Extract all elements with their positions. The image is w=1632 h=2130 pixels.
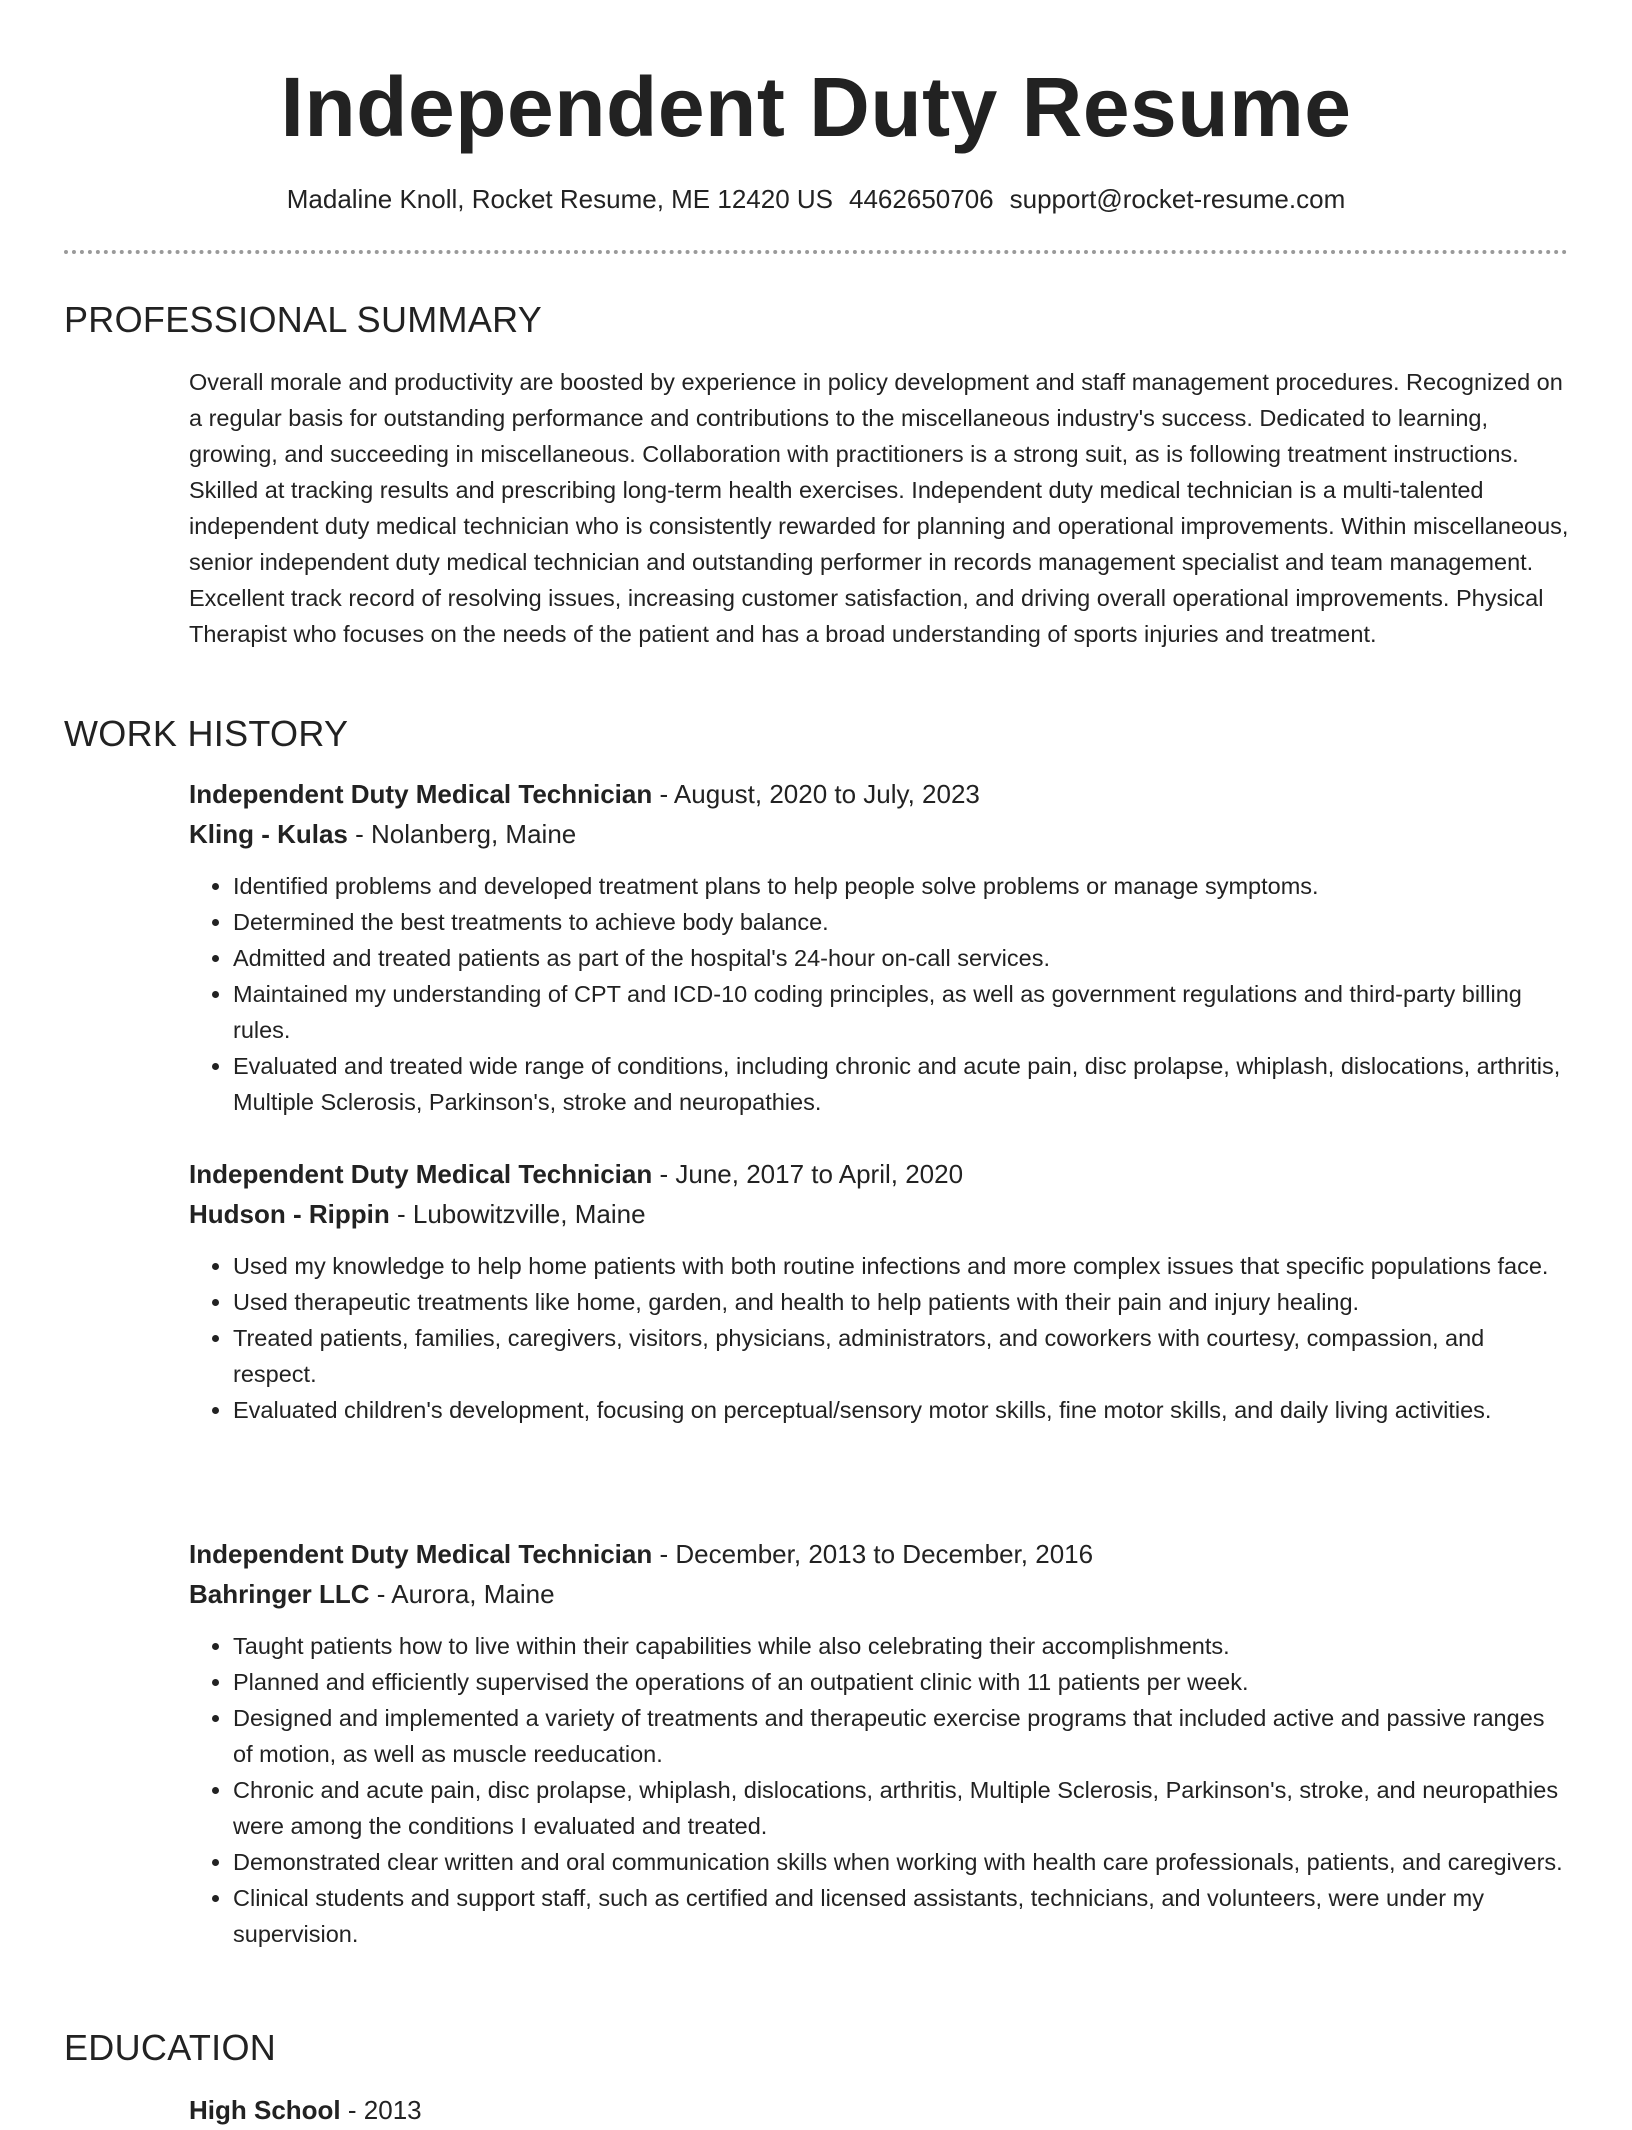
contact-email[interactable]: support@rocket-resume.com bbox=[1009, 184, 1346, 214]
job-title: Independent Duty Medical Technician bbox=[189, 779, 653, 809]
company-line bbox=[189, 1574, 555, 1614]
company-location: - Aurora, Maine bbox=[369, 1579, 555, 1609]
job-bullet: • Treated patients, families, caregivers, visitors, physicians, administrators, and coworkers with courtesy, compassion, and respect. bbox=[233, 1320, 1569, 1392]
contact-line bbox=[0, 180, 1632, 218]
company-name: Kling - Kulas bbox=[189, 819, 348, 849]
job-bullets bbox=[189, 868, 1569, 1120]
summary-text: Overall morale and productivity are boosted by experience in policy development and staff management procedures. Recognized on a regular basis for outstanding performance and contributions to the miscellaneous industry's success. Dedicated to learning, growing, and succeeding in miscellaneous. Collaboration with practitioners is a strong suit, as is following treatment instructions. Skilled at tracking results and prescribing long-term health exercises. Independent duty medical technician is a multi-talented independent duty medical technician who is consistently rewarded for planning and operational improvements. Within miscellaneous, senior independent duty medical technician and outstanding performer in records management specialist and team management. Excellent track record of resolving issues, increasing customer satisfaction, and driving overall operational improvements. Physical Therapist who focuses on the needs of the patient and has a broad understanding of sports injuries and treatment. bbox=[189, 369, 1569, 647]
job-dates: - August, 2020 to July, 2023 bbox=[652, 779, 980, 809]
company-line bbox=[189, 814, 576, 854]
job-title-line bbox=[189, 1534, 1093, 1574]
job-title: Independent Duty Medical Technician bbox=[189, 1539, 653, 1569]
job-bullet: • Used therapeutic treatments like home, garden, and health to help patients with their pain and injury healing. bbox=[233, 1284, 1569, 1320]
job-dates: - June, 2017 to April, 2020 bbox=[652, 1159, 964, 1189]
job-bullet: • Chronic and acute pain, disc prolapse, whiplash, dislocations, arthritis, Multiple Sclerosis, Parkinson's, stroke, and neuropathies were among the conditions I evaluated and treated. bbox=[233, 1772, 1569, 1844]
job-bullet: • Clinical students and support staff, such as certified and licensed assistants, technicians, and volunteers, were under my supervision. bbox=[233, 1880, 1569, 1952]
job-bullet: • Taught patients how to live within their capabilities while also celebrating their accomplishments. bbox=[233, 1628, 1569, 1664]
education-entry bbox=[189, 2090, 422, 2130]
job-bullet: • Evaluated children's development, focusing on perceptual/sensory motor skills, fine motor skills, and daily living activities. bbox=[233, 1392, 1569, 1428]
job-bullet: • Admitted and treated patients as part of the hospital's 24-hour on-call services. bbox=[233, 940, 1569, 976]
job-bullet: • Used my knowledge to help home patients with both routine infections and more complex issues that specific populations face. bbox=[233, 1248, 1569, 1284]
company-name: Hudson - Rippin bbox=[189, 1199, 390, 1229]
work-history-heading: WORK HISTORY bbox=[64, 713, 349, 754]
job-bullet: • Designed and implemented a variety of treatments and therapeutic exercise programs that included active and passive ranges of motion, as well as muscle reeducation. bbox=[233, 1700, 1569, 1772]
job-dates: - December, 2013 to December, 2016 bbox=[652, 1539, 1094, 1569]
job-bullet: • Demonstrated clear written and oral communication skills when working with health care professionals, patients, and caregivers. bbox=[233, 1844, 1569, 1880]
job-bullet: • Maintained my understanding of CPT and ICD-10 coding principles, as well as government regulations and third-party billing rules. bbox=[233, 976, 1569, 1048]
company-location: - Nolanberg, Maine bbox=[347, 819, 577, 849]
job-bullets bbox=[189, 1628, 1569, 1952]
summary-heading: PROFESSIONAL SUMMARY bbox=[64, 299, 543, 340]
header-divider bbox=[64, 250, 1568, 254]
contact-phone: 4462650706 bbox=[849, 184, 994, 214]
job-title-line bbox=[189, 1154, 963, 1194]
education-degree: High School bbox=[189, 2095, 341, 2125]
job-bullet: • Evaluated and treated wide range of conditions, including chronic and acute pain, disc prolapse, whiplash, dislocations, arthritis, Multiple Sclerosis, Parkinson's, stroke and neuropathies. bbox=[233, 1048, 1569, 1120]
job-bullets bbox=[189, 1248, 1569, 1428]
job-title-line bbox=[189, 774, 980, 814]
company-line bbox=[189, 1194, 646, 1234]
resume-title: Independent Duty Resume bbox=[280, 60, 1352, 154]
job-bullet: • Determined the best treatments to achieve body balance. bbox=[233, 904, 1569, 940]
job-title: Independent Duty Medical Technician bbox=[189, 1159, 653, 1189]
contact-address: Madaline Knoll, Rocket Resume, ME 12420 US bbox=[286, 184, 834, 214]
job-bullet: • Planned and efficiently supervised the operations of an outpatient clinic with 11 patients per week. bbox=[233, 1664, 1569, 1700]
company-location: - Lubowitzville, Maine bbox=[389, 1199, 646, 1229]
job-bullet: • Identified problems and developed treatment plans to help people solve problems or manage symptoms. bbox=[233, 868, 1569, 904]
education-year: - 2013 bbox=[340, 2095, 422, 2125]
education-heading: EDUCATION bbox=[64, 2027, 277, 2068]
company-name: Bahringer LLC bbox=[189, 1579, 370, 1609]
